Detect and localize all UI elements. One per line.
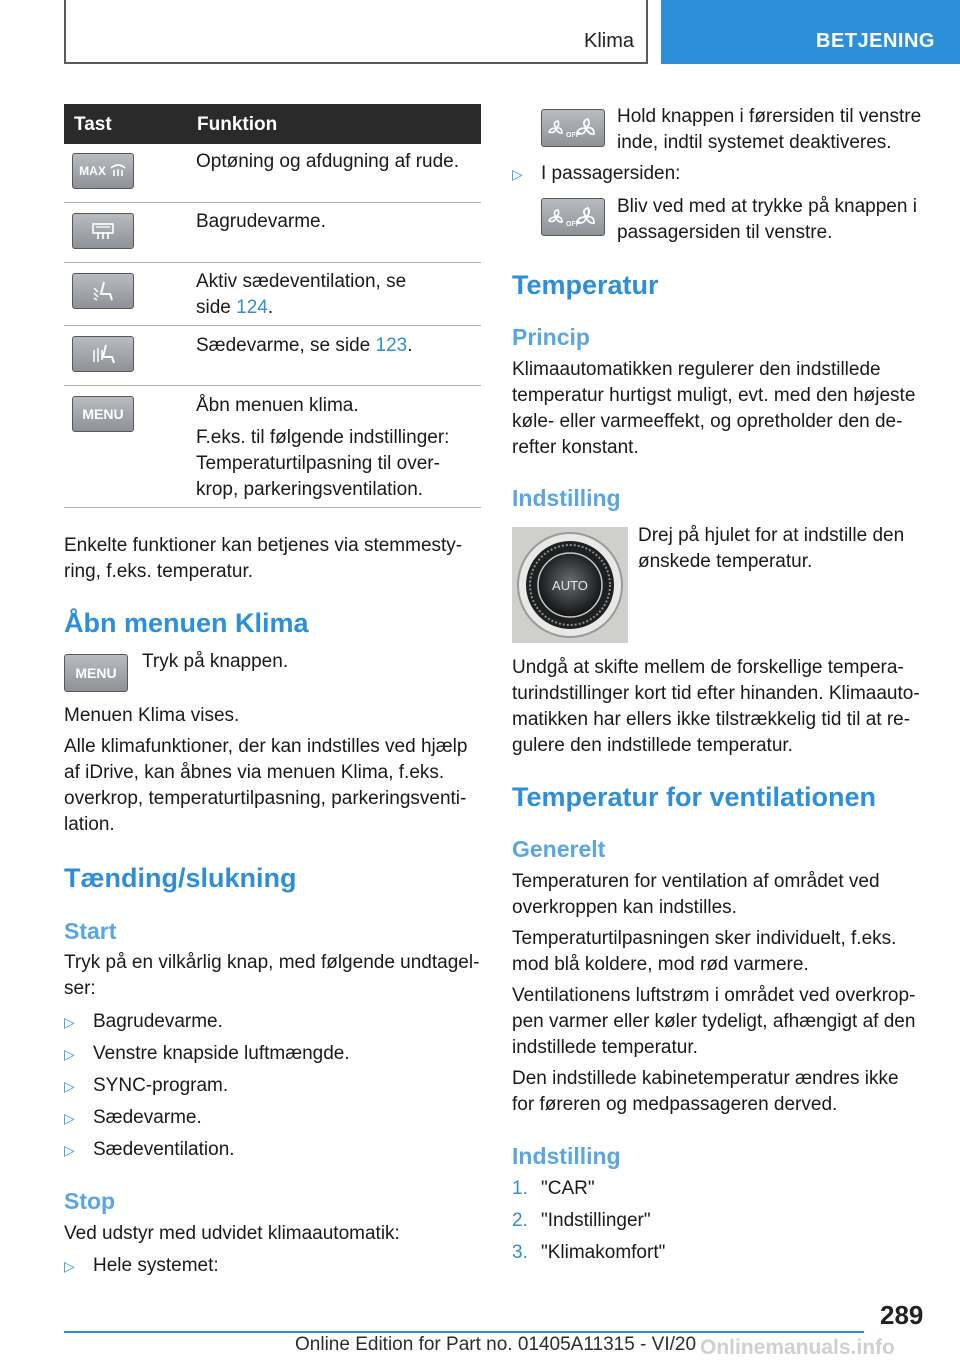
setting-heading: Indstilling bbox=[512, 485, 621, 511]
text-line: ønskede temperatur. bbox=[638, 551, 813, 572]
list-item-text: Hele systemet: bbox=[93, 1255, 219, 1276]
stop-heading: Stop bbox=[64, 1188, 116, 1214]
text-line: pen varmer eller køler tydeligt, afhængigt af den bbox=[512, 1011, 916, 1032]
principle-heading: Princip bbox=[512, 324, 590, 350]
footer-edition: Online Edition for Part no. 01405A11315 - VI/20 bbox=[295, 1334, 697, 1355]
text-line: lation. bbox=[64, 814, 115, 835]
all-functions-text bbox=[64, 734, 467, 838]
avoid-switching-text bbox=[512, 655, 920, 759]
row-divider bbox=[64, 507, 481, 508]
bullet-triangle-icon: ▷ bbox=[64, 1046, 75, 1062]
text-line: Enkelte funktioner kan betjenes via stemmesty- bbox=[64, 535, 463, 556]
table-header bbox=[64, 104, 481, 144]
page-ref-link[interactable]: 124 bbox=[236, 297, 268, 318]
header-section-title: Klima bbox=[583, 30, 634, 52]
setting-heading-2: Indstilling bbox=[512, 1143, 621, 1169]
turn-knob-text bbox=[638, 523, 904, 575]
list-item-text: SYNC-program. bbox=[93, 1075, 229, 1096]
text-line: indstillede temperatur. bbox=[512, 1037, 698, 1058]
row-divider bbox=[64, 325, 481, 326]
start-text bbox=[64, 950, 479, 1002]
text-line: Hold knappen i førersiden til venstre bbox=[617, 106, 922, 127]
menu-shown-text: Menuen Klima vises. bbox=[64, 705, 240, 726]
bullet-triangle-icon: ▷ bbox=[64, 1258, 75, 1274]
text-line: temperatur hurtigst muligt, evt. med den højeste bbox=[512, 385, 916, 406]
menu-key-label: MENU bbox=[75, 665, 117, 681]
text-line: for føreren og medpassageren derved. bbox=[512, 1094, 838, 1115]
row-divider bbox=[64, 262, 481, 263]
row-text-prefix: side bbox=[196, 297, 237, 318]
general-text-3 bbox=[512, 983, 915, 1061]
text-line: mod blå koldere, mod rød varmere. bbox=[512, 954, 809, 975]
text-line: af iDrive, kan åbnes via menuen Klima, f.eks. bbox=[64, 762, 445, 783]
stop-text: Ved udstyr med udvidet klimaautomatik: bbox=[64, 1223, 400, 1244]
text-line: Klimaautomatikken regulerer den indstillede bbox=[512, 359, 881, 380]
bullet-triangle-icon: ▷ bbox=[512, 166, 523, 182]
passenger-side-text bbox=[617, 194, 917, 246]
start-heading: Start bbox=[64, 918, 117, 944]
text-line: refter konstant. bbox=[512, 437, 639, 458]
bullet-triangle-icon: ▷ bbox=[64, 1014, 75, 1030]
text-line: ser: bbox=[64, 978, 96, 999]
max-key-label: MAX bbox=[79, 164, 106, 178]
temperature-heading: Temperatur bbox=[512, 270, 659, 300]
text-line: Temperaturen for ventilation af området ved bbox=[512, 871, 880, 892]
rear-defrost-icon bbox=[72, 213, 134, 249]
text-line: Tryk på en vilkårlig knap, med følgende undtagel- bbox=[64, 952, 480, 973]
row-text-line bbox=[196, 295, 406, 321]
page-number: 289 bbox=[880, 1300, 924, 1330]
text-line: Drej på hjulet for at indstille den bbox=[638, 525, 905, 546]
header-section-box bbox=[64, 0, 648, 64]
list-item-text: I passagersiden: bbox=[541, 163, 681, 184]
seat-heating-icon bbox=[72, 336, 134, 372]
menu-key-label: MENU bbox=[82, 406, 124, 422]
driver-side-text bbox=[617, 104, 921, 156]
voice-control-note bbox=[64, 533, 462, 585]
text-line: overkrop, temperaturtilpasning, parkeringsventi- bbox=[64, 788, 467, 809]
row-text-line: F.eks. til følgende indstillinger: bbox=[196, 427, 450, 448]
watermark: Onlinemanuals.info bbox=[700, 1336, 895, 1359]
general-text-1 bbox=[512, 869, 880, 921]
fan-off-icon bbox=[541, 198, 605, 236]
footer-divider bbox=[64, 1331, 864, 1333]
text-line: turindstillinger kort tid efter hinanden. Klimaauto- bbox=[512, 683, 920, 704]
knob-auto-label: AUTO bbox=[552, 578, 588, 593]
step-number: 2. bbox=[512, 1210, 528, 1231]
header-chapter-tab bbox=[661, 0, 960, 64]
general-text-4 bbox=[512, 1066, 899, 1118]
table-row-text: Bagrudevarme. bbox=[196, 211, 326, 232]
step-number: 3. bbox=[512, 1242, 528, 1263]
table-row-text bbox=[196, 333, 413, 359]
row-divider bbox=[64, 385, 481, 386]
table-row-text bbox=[196, 269, 406, 321]
row-text-prefix: Sædevarme, se side bbox=[196, 335, 376, 356]
text-line: overkroppen kan indstilles. bbox=[512, 897, 737, 918]
press-button-text: Tryk på knappen. bbox=[142, 651, 289, 672]
text-line: gulere den indstillede temperatur. bbox=[512, 735, 793, 756]
list-item-text: Sædevarme. bbox=[93, 1107, 202, 1128]
text-line: inde, indtil systemet deaktiveres. bbox=[617, 132, 892, 153]
on-off-heading: Tænding/slukning bbox=[64, 863, 297, 893]
row-text-suffix: . bbox=[407, 335, 413, 356]
off-key-label: OFF bbox=[566, 132, 580, 139]
general-text-2 bbox=[512, 926, 896, 978]
step-text: "CAR" bbox=[541, 1178, 595, 1199]
row-text-line: Temperaturtilpasning til over- bbox=[196, 453, 440, 474]
bullet-triangle-icon: ▷ bbox=[64, 1110, 75, 1126]
step-number: 1. bbox=[512, 1178, 528, 1199]
step-text: "Indstillinger" bbox=[541, 1210, 651, 1231]
header-chapter-title: BETJENING bbox=[816, 30, 935, 52]
general-heading: Generelt bbox=[512, 836, 606, 862]
table-row-text: Optøning og afdugning af rude. bbox=[196, 151, 460, 172]
text-line: Ventilationens luftstrøm i området ved overkrop- bbox=[512, 985, 916, 1006]
table-header-function: Funktion bbox=[197, 114, 278, 135]
list-item-text: Sædeventilation. bbox=[93, 1139, 235, 1160]
table-row-text bbox=[196, 393, 449, 503]
bullet-triangle-icon: ▷ bbox=[64, 1142, 75, 1158]
off-key-label: OFF bbox=[566, 221, 580, 228]
menu-button-icon bbox=[72, 396, 134, 432]
ventilation-temperature-heading: Temperatur for ventilationen bbox=[512, 782, 877, 812]
fan-off-icon bbox=[541, 109, 605, 147]
text-line: køle- eller varmeeffekt, og opretholder den de- bbox=[512, 411, 903, 432]
principle-text bbox=[512, 357, 915, 461]
text-line: Alle klimafunktioner, der kan indstilles ved hjælp bbox=[64, 736, 468, 757]
row-text-suffix: . bbox=[267, 297, 274, 318]
menu-button-icon bbox=[64, 654, 128, 692]
text-line: passagersiden til venstre. bbox=[617, 222, 833, 243]
temperature-knob-image bbox=[512, 527, 628, 643]
step-text: "Klimakomfort" bbox=[541, 1242, 666, 1263]
row-text-line: Aktiv sædeventilation, se bbox=[196, 271, 407, 292]
text-line: Den indstillede kabinetemperatur ændres ikke bbox=[512, 1068, 899, 1089]
list-item-text: Bagrudevarme. bbox=[93, 1011, 223, 1032]
page-ref-link[interactable]: 123 bbox=[375, 335, 408, 356]
text-line: Bliv ved med at trykke på knappen i bbox=[617, 196, 917, 217]
row-text-line: Åbn menuen klima. bbox=[196, 395, 359, 416]
text-line: Undgå at skifte mellem de forskellige tempera- bbox=[512, 657, 904, 678]
table-header-key: Tast bbox=[74, 114, 112, 135]
open-menu-heading: Åbn menuen Klima bbox=[64, 608, 309, 638]
text-line: ring, f.eks. temperatur. bbox=[64, 561, 254, 582]
text-line: matikken har ellers ikke tilstrækkelig tid til at re- bbox=[512, 709, 911, 730]
list-item-text: Venstre knapside luftmængde. bbox=[93, 1043, 350, 1064]
max-defrost-icon bbox=[72, 153, 134, 189]
seat-ventilation-icon bbox=[72, 273, 134, 309]
text-line: Temperaturtilpasningen sker individuelt, f.eks. bbox=[512, 928, 897, 949]
row-divider bbox=[64, 202, 481, 203]
bullet-triangle-icon: ▷ bbox=[64, 1078, 75, 1094]
row-text-line: krop, parkeringsventilation. bbox=[196, 479, 424, 500]
